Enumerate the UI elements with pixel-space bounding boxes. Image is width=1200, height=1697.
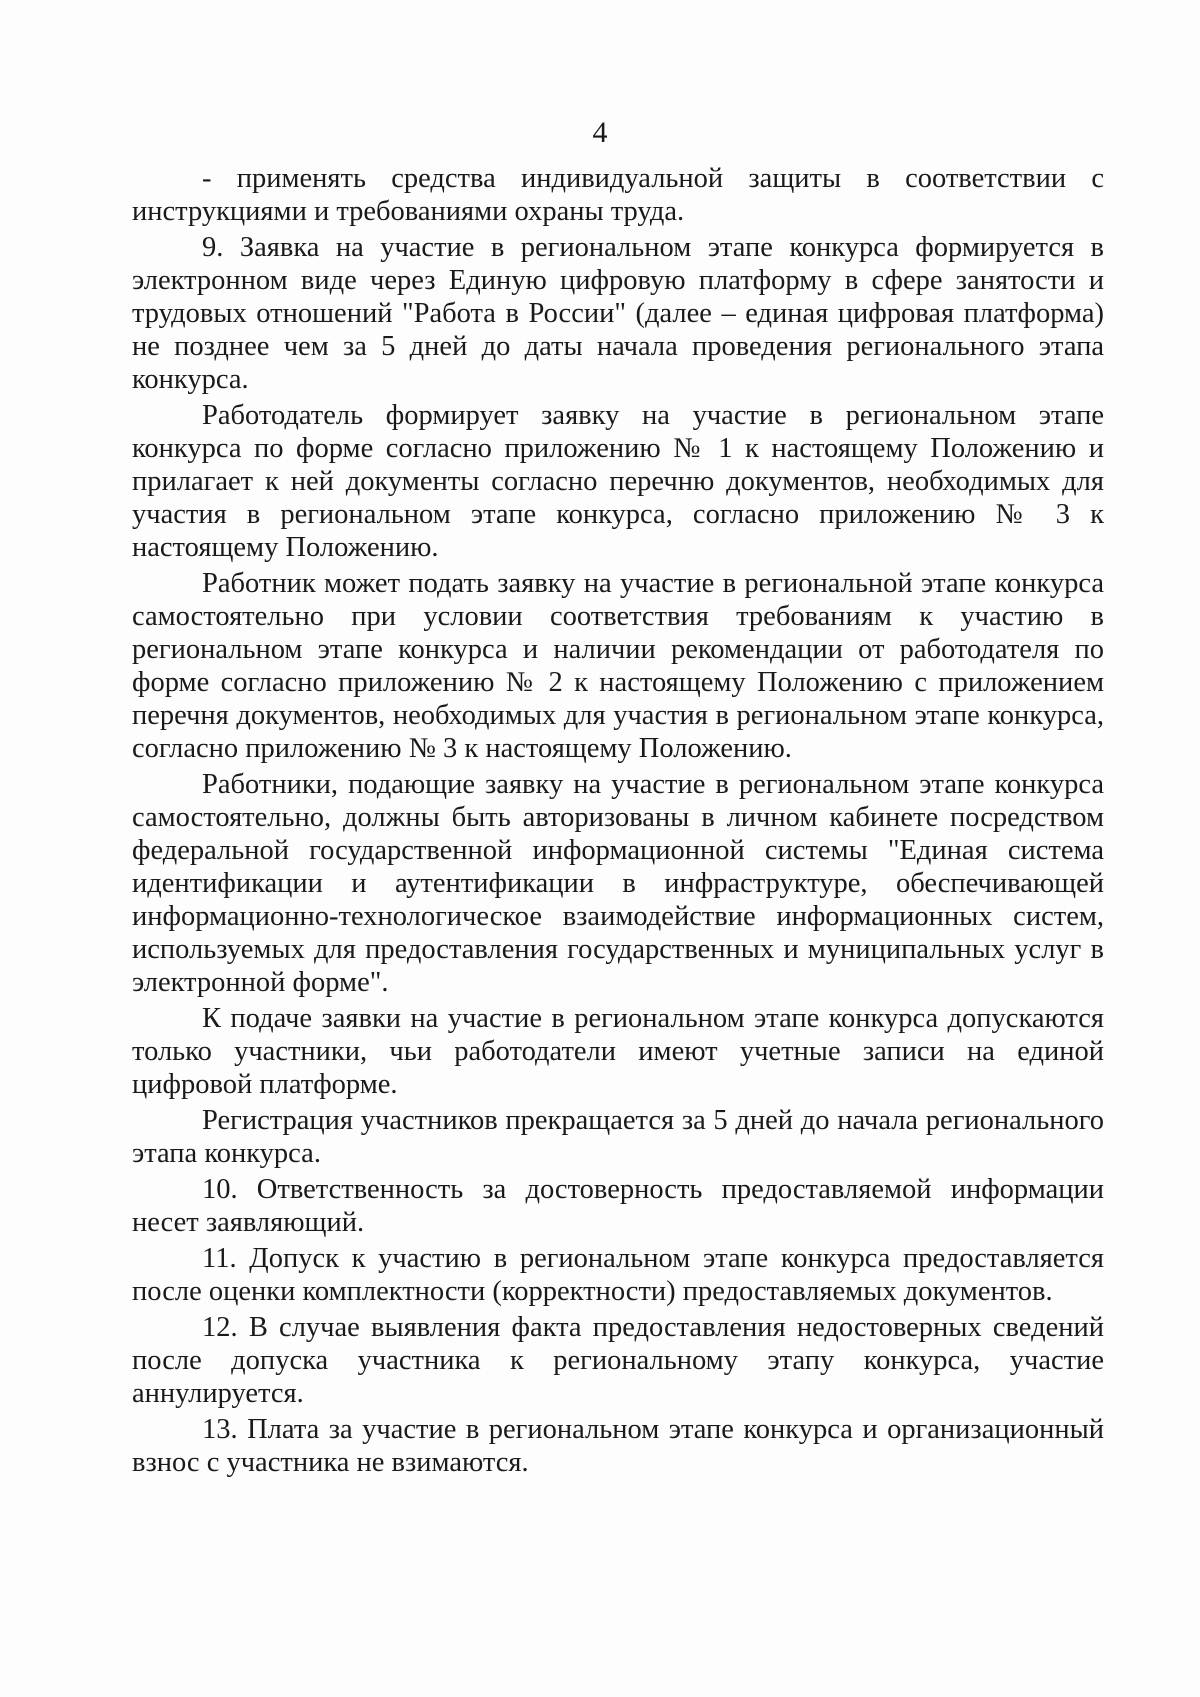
- paragraph-item-13: 13. Плата за участие в региональном этапе конкурса и организационный взнос с участника не взимаются.: [132, 1414, 1104, 1478]
- paragraph-ppe: - применять средства индивидуальной защиты в соответствии с инструкциями и требованиями охраны труда.: [132, 163, 1104, 227]
- paragraph-item-12: 12. В случае выявления факта предоставления недостоверных сведений после допуска участника к региональному этапу конкурса, участие аннулируется.: [132, 1312, 1104, 1409]
- paragraph-registration-end: Регистрация участников прекращается за 5 дней до начала регионального этапа конкурса.: [132, 1105, 1104, 1169]
- page-number: 4: [592, 116, 608, 149]
- document-body: [132, 162, 1104, 1482]
- paragraph-item-10: 10. Ответственность за достоверность предоставляемой информации несет заявляющий.: [132, 1174, 1104, 1238]
- paragraph-item-11: 11. Допуск к участию в региональном этапе конкурса предоставляется после оценки комплектности (корректности) предоставляемых документов.: [132, 1243, 1104, 1307]
- paragraph-employer-application: Работодатель формирует заявку на участие в региональном этапе конкурса по форме согласно приложению № 1 к настоящему Положению и прилагает к ней документы согласно перечню документов, необходимых для участия в региональном этапе конкурса, согласно приложению № 3 к настоящему Положению.: [132, 400, 1104, 563]
- paragraph-employee-application: Работник может подать заявку на участие в региональной этапе конкурса самостоятельно при условии соответствия требованиям к участию в региональном этапе конкурса и наличии рекомендации от работодателя по форме согласно приложению № 2 к настоящему Положению с приложением перечня документов, необходимых для участия в региональном этапе конкурса, согласно приложению № 3 к настоящему Положению.: [132, 568, 1104, 764]
- paragraph-item-9: 9. Заявка на участие в региональном этапе конкурса формируется в электронном виде через Единую цифровую платформу в сфере занятости и трудовых отношений "Работа в России" (далее – единая цифровая платформа) не позднее чем за 5 дней до даты начала проведения регионального этапа конкурса.: [132, 232, 1104, 395]
- paragraph-admission: К подаче заявки на участие в региональном этапе конкурса допускаются только участники, чьи работодатели имеют учетные записи на единой цифровой платформе.: [132, 1003, 1104, 1100]
- paragraph-authorization: Работники, подающие заявку на участие в региональном этапе конкурса самостоятельно, должны быть авторизованы в личном кабинете посредством федеральной государственной информационной системы "Единая система идентификации и аутентификации в инфраструктуре, обеспечивающей информационно-технологическое взаимодействие информационных систем, используемых для предоставления государственных и муниципальных услуг в электронной форме".: [132, 769, 1104, 998]
